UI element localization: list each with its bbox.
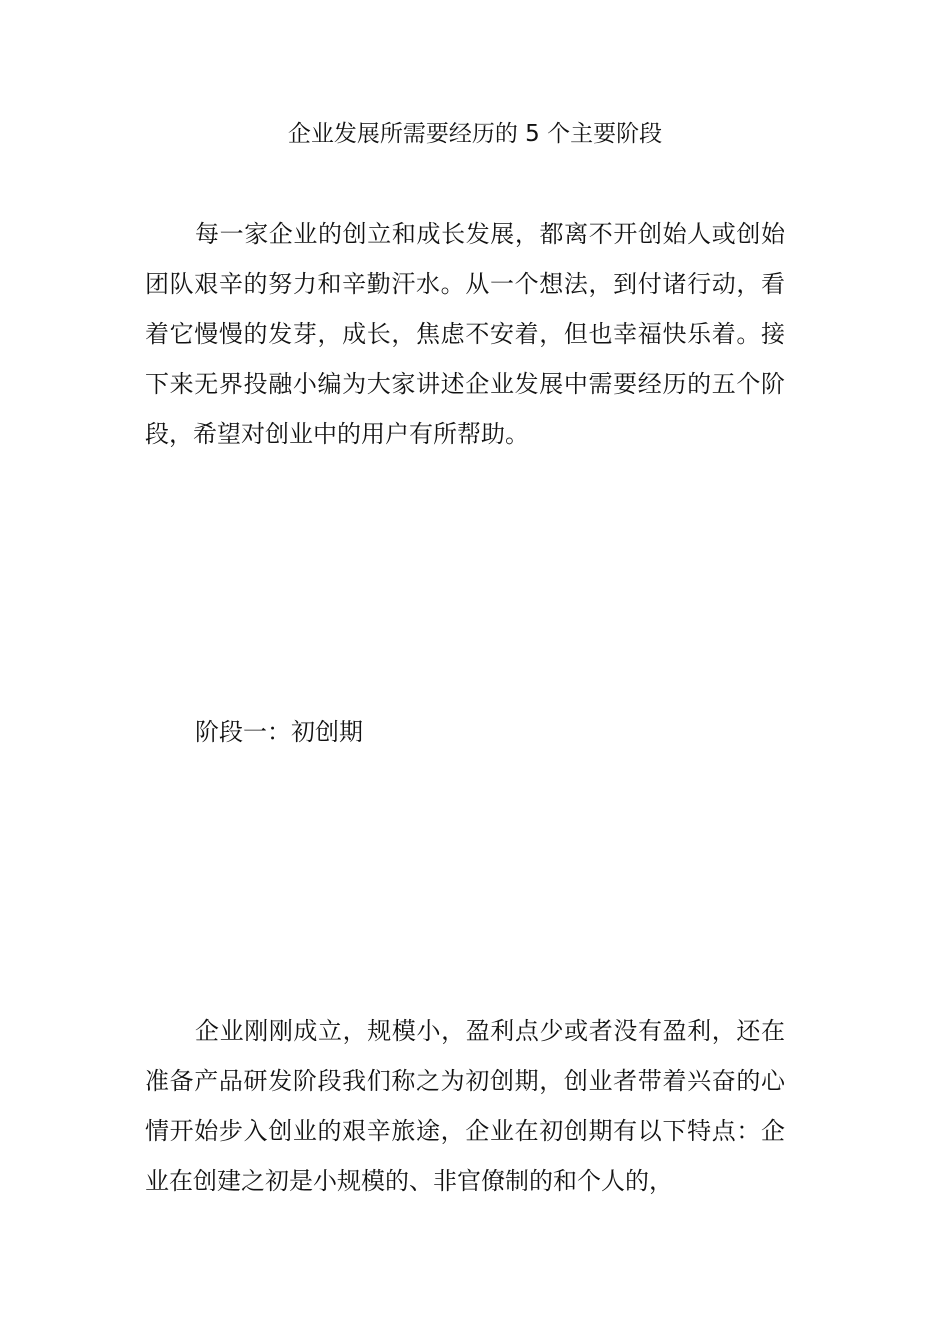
intro-paragraph: 每一家企业的创立和成长发展，都离不开创始人或创始团队艰辛的努力和辛勤汗水。从一个想法，到付诸行动，看着它慢慢的发芽，成长，焦虑不安着，但也幸福快乐着。接下来无界投融小编为大家讲述企业发展中需要经历的五个阶段，希望对创业中的用户有所帮助。 — [145, 220, 785, 448]
stage1-paragraph: 企业刚刚成立，规模小，盈利点少或者没有盈利，还在准备产品研发阶段我们称之为初创期，创业者带着兴奋的心情开始步入创业的艰辛旅途，企业在初创期有以下特点：企业在创建之初是小规模的、非官僚制的和个人的， — [145, 1017, 785, 1195]
document-title: 企业发展所需要经历的 5 个主要阶段 — [287, 121, 663, 147]
stage1-heading: 阶段一：初创期 — [195, 718, 363, 746]
